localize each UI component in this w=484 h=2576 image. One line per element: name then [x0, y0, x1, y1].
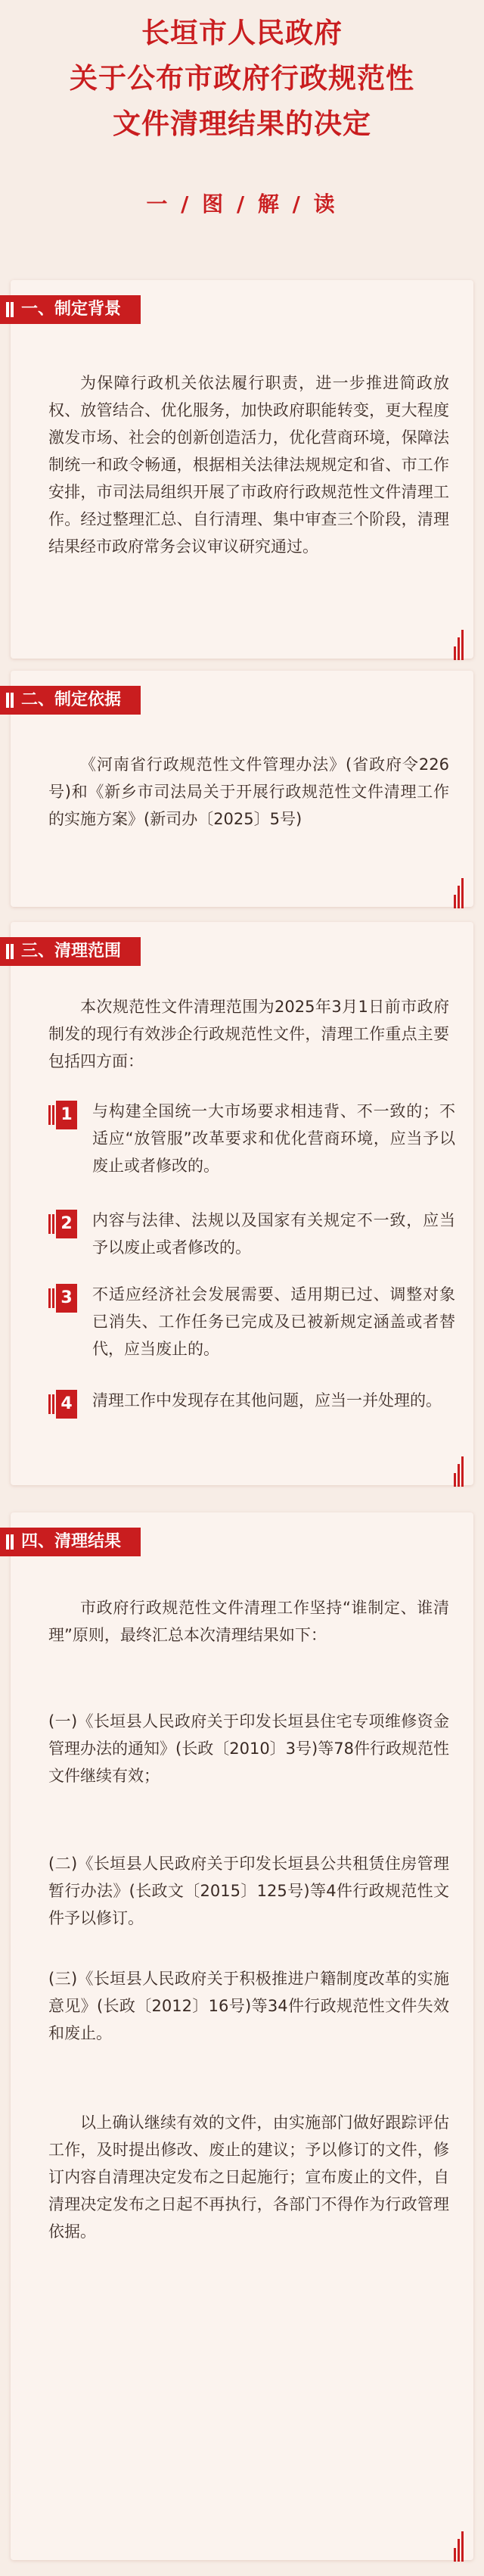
title-line-2: 关于公布市政府行政规范性 [70, 62, 414, 95]
decor-bars-icon [454, 1456, 464, 1487]
background-paragraph: 为保障行政机关依法履行职责，进一步推进简政放权、放管结合、优化服务，加快政府职能转变，更大程度激发市场、社会的创新创造活力，优化营商环境，保障法制统一和政令畅通，根据相关法律法规规定和省、市工作安排，市司法局组织开展了市政府行政规范性文件清理工作。经过整理汇总、自行清理、集中审查三个阶段，清理结果经市政府常务会议审议研究通过。 [48, 374, 449, 556]
section-tag-result: 四、清理结果 [0, 1528, 141, 1556]
decor-bars-icon [454, 2531, 464, 2562]
scope-item-1: 与构建全国统一大市场要求相违背、不一致的；不适应“放管服”改革要求和优化营商环境，应当予以废止或者修改的。 [92, 1102, 455, 1175]
result-item-1: (一)《长垣县人民政府关于印发长垣县住宅专项维修资金管理办法的通知》(长政〔2010〕3号)等78件行政规范性文件继续有效； [48, 1712, 449, 1785]
header [0, 0, 484, 303]
section-background-card [11, 280, 473, 659]
item-number-badge: 3 [48, 1284, 77, 1313]
section-tag-scope: 三、清理范围 [0, 937, 141, 966]
scope-item-4: 清理工作中发现存在其他问题，应当一并处理的。 [92, 1391, 442, 1409]
section-basis-card [11, 671, 473, 907]
basis-paragraph: 《河南省行政规范性文件管理办法》(省政府令226号)和《新乡市司法局关于开展行政规范性文件清理工作的实施方案》(新司办〔2025〕5号) [48, 755, 449, 828]
item-number-badge: 2 [48, 1210, 77, 1238]
decor-bars-icon [454, 630, 464, 660]
title-line-1: 长垣市人民政府 [141, 17, 343, 49]
section-scope-card [11, 922, 473, 1485]
result-item-2: (二)《长垣县人民政府关于印发长垣县公共租赁住房管理暂行办法》(长政文〔2015〕125号)等4件行政规范性文件予以修订。 [48, 1855, 449, 1927]
result-closing-paragraph: 以上确认继续有效的文件，由实施部门做好跟踪评估工作，及时提出修改、废止的建议；予以修订的文件，修订内容自清理决定发布之日起施行；宣布废止的文件，自清理决定发布之日起不再执行，各部门不得作为行政管理依据。 [48, 2113, 449, 2241]
item-number-badge: 4 [48, 1390, 77, 1419]
section-result-card [11, 1512, 473, 2560]
section-tag-basis: 二、制定依据 [0, 686, 141, 715]
item-number-badge: 1 [48, 1101, 77, 1129]
result-intro-paragraph: 市政府行政规范性文件清理工作坚持“谁制定、谁清理”原则，最终汇总本次清理结果如下： [48, 1599, 449, 1644]
scope-paragraph: 本次规范性文件清理范围为2025年3月1日前市政府制发的现行有效涉企行政规范性文件，清理工作重点主要包括四方面： [48, 998, 449, 1070]
decor-bars-icon [454, 878, 464, 908]
result-item-3: (三)《长垣县人民政府关于积极推进户籍制度改革的实施意见》(长政〔2012〕16号)等34件行政规范性文件失效和废止。 [48, 1970, 449, 2042]
scope-item-2: 内容与法律、法规以及国家有关规定不一致，应当予以废止或者修改的。 [92, 1211, 455, 1257]
scope-item-3: 不适应经济社会发展需要、适用期已过、调整对象已消失、工作任务已完成及已被新规定涵盖或者替代，应当废止的。 [92, 1285, 455, 1358]
title-line-3: 文件清理结果的决定 [113, 107, 371, 140]
section-tag-background: 一、制定背景 [0, 295, 141, 324]
subtitle: 一 / 图 / 解 / 读 [146, 192, 338, 216]
